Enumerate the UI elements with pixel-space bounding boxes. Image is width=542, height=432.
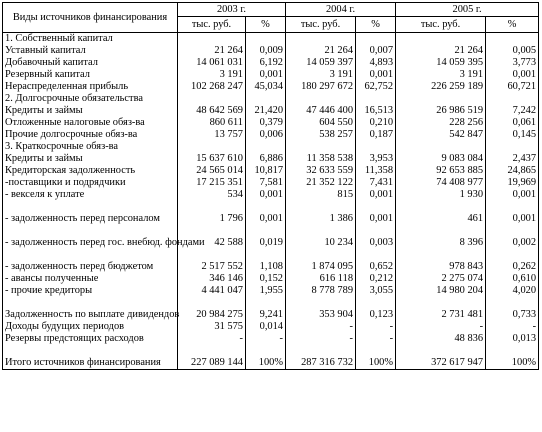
cell-pct-2004: 4,893 bbox=[356, 57, 396, 69]
cell-value-2003: 13 757 bbox=[178, 129, 246, 141]
cell-pct-2003: 21,420 bbox=[246, 105, 286, 117]
row-label: 2. Долгосрочные обязательства bbox=[3, 93, 178, 105]
table-row bbox=[3, 165, 539, 177]
cell-value-2003: 15 637 610 bbox=[178, 153, 246, 165]
row-label: Уставный капитал bbox=[3, 45, 178, 57]
table-row bbox=[3, 321, 539, 333]
table-row bbox=[3, 105, 539, 117]
cell-pct-2003: 0,006 bbox=[246, 129, 286, 141]
cell-pct-2005: 0,145 bbox=[486, 129, 539, 141]
cell-value-2004: - bbox=[286, 321, 356, 333]
table-row bbox=[3, 297, 539, 321]
row-label: Кредиторская задолженность bbox=[3, 165, 178, 177]
cell-pct-2003: 10,817 bbox=[246, 165, 286, 177]
cell-value-2005: 228 256 bbox=[396, 117, 486, 129]
cell-pct-2004: 100% bbox=[356, 345, 396, 370]
cell-value-2004: 616 118 bbox=[286, 273, 356, 285]
row-label: 1. Собственный капитал bbox=[3, 33, 178, 46]
cell-pct-2004: 0,187 bbox=[356, 129, 396, 141]
cell-value-2003: 534 bbox=[178, 189, 246, 201]
cell-pct-2003: 0,001 bbox=[246, 201, 286, 225]
cell-value-2005: 14 059 395 bbox=[396, 57, 486, 69]
cell-value-2003: 102 268 247 bbox=[178, 81, 246, 93]
cell-value-2005: 2 731 481 bbox=[396, 297, 486, 321]
cell-pct-2004: 11,358 bbox=[356, 165, 396, 177]
header-pct-2004: % bbox=[356, 17, 396, 33]
cell-value-2005: - bbox=[396, 321, 486, 333]
row-label: Задолженность по выплате дивидендов bbox=[3, 297, 178, 321]
cell-value-2004 bbox=[286, 93, 356, 105]
table-row bbox=[3, 201, 539, 225]
cell-value-2003: 227 089 144 bbox=[178, 345, 246, 370]
financing-sources-table bbox=[2, 2, 539, 370]
cell-value-2004: 287 316 732 bbox=[286, 345, 356, 370]
cell-value-2005: 978 843 bbox=[396, 249, 486, 273]
table-row bbox=[3, 333, 539, 345]
cell-value-2005: 9 083 084 bbox=[396, 153, 486, 165]
cell-value-2005 bbox=[396, 93, 486, 105]
table-row bbox=[3, 45, 539, 57]
cell-value-2005: 2 275 074 bbox=[396, 273, 486, 285]
cell-pct-2003 bbox=[246, 93, 286, 105]
cell-value-2005 bbox=[396, 33, 486, 46]
row-label: Резервы предстоящих расходов bbox=[3, 333, 178, 345]
cell-pct-2005: 60,721 bbox=[486, 81, 539, 93]
table-row bbox=[3, 57, 539, 69]
cell-pct-2005: 3,773 bbox=[486, 57, 539, 69]
cell-value-2004: 3 191 bbox=[286, 69, 356, 81]
cell-pct-2003: - bbox=[246, 333, 286, 345]
table-row bbox=[3, 225, 539, 249]
cell-pct-2005: 0,001 bbox=[486, 201, 539, 225]
table-row bbox=[3, 93, 539, 105]
table-row bbox=[3, 129, 539, 141]
row-label: - векселя к уплате bbox=[3, 189, 178, 201]
cell-pct-2005: 0,262 bbox=[486, 249, 539, 273]
cell-value-2005: 372 617 947 bbox=[396, 345, 486, 370]
cell-pct-2005: 7,242 bbox=[486, 105, 539, 117]
cell-value-2003: 31 575 bbox=[178, 321, 246, 333]
cell-pct-2005: 0,002 bbox=[486, 225, 539, 249]
cell-pct-2003: 0,009 bbox=[246, 45, 286, 57]
cell-pct-2004: 0,210 bbox=[356, 117, 396, 129]
cell-value-2003 bbox=[178, 33, 246, 46]
table-row bbox=[3, 141, 539, 153]
cell-pct-2005: 0,733 bbox=[486, 297, 539, 321]
cell-pct-2004: 0,652 bbox=[356, 249, 396, 273]
row-label: 3. Краткосрочные обяз-ва bbox=[3, 141, 178, 153]
row-label: -поставщики и подрядчики bbox=[3, 177, 178, 189]
cell-pct-2005 bbox=[486, 33, 539, 46]
cell-value-2004: 47 446 400 bbox=[286, 105, 356, 117]
cell-value-2004: 21 264 bbox=[286, 45, 356, 57]
cell-value-2003: 4 441 047 bbox=[178, 285, 246, 297]
row-label: - прочие кредиторы bbox=[3, 285, 178, 297]
cell-pct-2005: 0,001 bbox=[486, 69, 539, 81]
cell-pct-2003: 9,241 bbox=[246, 297, 286, 321]
table-row bbox=[3, 249, 539, 273]
cell-value-2003: 21 264 bbox=[178, 45, 246, 57]
table-row bbox=[3, 189, 539, 201]
cell-value-2003: 20 984 275 bbox=[178, 297, 246, 321]
header-pct-2003: % bbox=[246, 17, 286, 33]
cell-pct-2003 bbox=[246, 141, 286, 153]
cell-value-2004: - bbox=[286, 333, 356, 345]
cell-value-2003: 860 611 bbox=[178, 117, 246, 129]
cell-value-2003: 346 146 bbox=[178, 273, 246, 285]
cell-value-2005: 48 836 bbox=[396, 333, 486, 345]
cell-pct-2004: 16,513 bbox=[356, 105, 396, 117]
cell-value-2004: 353 904 bbox=[286, 297, 356, 321]
cell-pct-2005: 0,061 bbox=[486, 117, 539, 129]
cell-pct-2004: 0,007 bbox=[356, 45, 396, 57]
cell-value-2005: 92 653 885 bbox=[396, 165, 486, 177]
header-pct-2005: % bbox=[486, 17, 539, 33]
cell-pct-2005: 0,610 bbox=[486, 273, 539, 285]
cell-value-2004: 604 550 bbox=[286, 117, 356, 129]
table-row bbox=[3, 273, 539, 285]
cell-pct-2004: 0,123 bbox=[356, 297, 396, 321]
row-label: Резервный капитал bbox=[3, 69, 178, 81]
cell-value-2003: 3 191 bbox=[178, 69, 246, 81]
cell-value-2004: 538 257 bbox=[286, 129, 356, 141]
row-label: - авансы полученные bbox=[3, 273, 178, 285]
row-label: Нераспределенная прибыль bbox=[3, 81, 178, 93]
cell-pct-2003: 0,019 bbox=[246, 225, 286, 249]
row-label: - задолженность перед бюджетом bbox=[3, 249, 178, 273]
cell-pct-2004: 0,001 bbox=[356, 189, 396, 201]
cell-value-2004: 1 874 095 bbox=[286, 249, 356, 273]
cell-pct-2004: 7,431 bbox=[356, 177, 396, 189]
cell-value-2004 bbox=[286, 141, 356, 153]
row-label: Отложенные налоговые обяз-ва bbox=[3, 117, 178, 129]
table-header bbox=[3, 3, 539, 33]
cell-value-2004: 1 386 bbox=[286, 201, 356, 225]
cell-value-2003: 42 588 bbox=[178, 225, 246, 249]
cell-pct-2004: 62,752 bbox=[356, 81, 396, 93]
cell-value-2005 bbox=[396, 141, 486, 153]
cell-value-2004 bbox=[286, 33, 356, 46]
table-body bbox=[3, 33, 539, 370]
cell-value-2004: 14 059 397 bbox=[286, 57, 356, 69]
cell-value-2004: 180 297 672 bbox=[286, 81, 356, 93]
header-unit-2005: тыс. руб. bbox=[396, 17, 486, 33]
cell-value-2005: 8 396 bbox=[396, 225, 486, 249]
cell-pct-2003: 6,886 bbox=[246, 153, 286, 165]
cell-value-2004: 32 633 559 bbox=[286, 165, 356, 177]
cell-pct-2003: 0,001 bbox=[246, 189, 286, 201]
table-row bbox=[3, 285, 539, 297]
cell-pct-2003: 1,955 bbox=[246, 285, 286, 297]
cell-pct-2005: 24,865 bbox=[486, 165, 539, 177]
cell-pct-2004 bbox=[356, 33, 396, 46]
cell-pct-2005: 100% bbox=[486, 345, 539, 370]
table-row bbox=[3, 177, 539, 189]
cell-value-2003: 1 796 bbox=[178, 201, 246, 225]
cell-pct-2005: 0,001 bbox=[486, 189, 539, 201]
cell-value-2004: 21 352 122 bbox=[286, 177, 356, 189]
table-row bbox=[3, 69, 539, 81]
cell-value-2004: 11 358 538 bbox=[286, 153, 356, 165]
cell-pct-2004: 0,001 bbox=[356, 201, 396, 225]
cell-value-2003 bbox=[178, 141, 246, 153]
cell-value-2005: 1 930 bbox=[396, 189, 486, 201]
header-year-2005: 2005 г. bbox=[396, 3, 539, 17]
cell-pct-2005: 0,005 bbox=[486, 45, 539, 57]
cell-value-2003: 24 565 014 bbox=[178, 165, 246, 177]
cell-pct-2004: 0,003 bbox=[356, 225, 396, 249]
cell-pct-2005 bbox=[486, 141, 539, 153]
cell-value-2003: - bbox=[178, 333, 246, 345]
cell-pct-2004: 3,953 bbox=[356, 153, 396, 165]
cell-value-2005: 3 191 bbox=[396, 69, 486, 81]
cell-pct-2003: 6,192 bbox=[246, 57, 286, 69]
row-label: Кредиты и займы bbox=[3, 153, 178, 165]
cell-pct-2005: - bbox=[486, 321, 539, 333]
row-label: Добавочный капитал bbox=[3, 57, 178, 69]
row-label: Кредиты и займы bbox=[3, 105, 178, 117]
cell-pct-2003: 1,108 bbox=[246, 249, 286, 273]
cell-value-2004: 10 234 bbox=[286, 225, 356, 249]
cell-pct-2003: 0,379 bbox=[246, 117, 286, 129]
row-label: - задолженность перед гос. внебюд. фондами bbox=[3, 225, 178, 249]
cell-pct-2005: 4,020 bbox=[486, 285, 539, 297]
header-year-2003: 2003 г. bbox=[178, 3, 286, 17]
cell-pct-2003: 7,581 bbox=[246, 177, 286, 189]
header-unit-2004: тыс. руб. bbox=[286, 17, 356, 33]
cell-value-2003: 48 642 569 bbox=[178, 105, 246, 117]
cell-value-2005: 542 847 bbox=[396, 129, 486, 141]
table-row bbox=[3, 81, 539, 93]
header-unit-2003: тыс. руб. bbox=[178, 17, 246, 33]
header-year-2004: 2004 г. bbox=[286, 3, 396, 17]
cell-value-2003: 14 061 031 bbox=[178, 57, 246, 69]
row-label: - задолженность перед персоналом bbox=[3, 201, 178, 225]
cell-value-2005: 21 264 bbox=[396, 45, 486, 57]
cell-pct-2003 bbox=[246, 33, 286, 46]
table-row bbox=[3, 345, 539, 370]
cell-value-2005: 226 259 189 bbox=[396, 81, 486, 93]
cell-value-2004: 8 778 789 bbox=[286, 285, 356, 297]
cell-value-2004: 815 bbox=[286, 189, 356, 201]
cell-pct-2004: 3,055 bbox=[356, 285, 396, 297]
row-label: Итого источников финансирования bbox=[3, 345, 178, 370]
row-label: Доходы будущих периодов bbox=[3, 321, 178, 333]
cell-pct-2005 bbox=[486, 93, 539, 105]
cell-value-2005: 461 bbox=[396, 201, 486, 225]
cell-value-2003 bbox=[178, 93, 246, 105]
cell-pct-2003: 45,034 bbox=[246, 81, 286, 93]
cell-value-2005: 14 980 204 bbox=[396, 285, 486, 297]
cell-pct-2004 bbox=[356, 141, 396, 153]
cell-value-2005: 26 986 519 bbox=[396, 105, 486, 117]
cell-pct-2004: 0,001 bbox=[356, 69, 396, 81]
table-row bbox=[3, 117, 539, 129]
cell-value-2005: 74 408 977 bbox=[396, 177, 486, 189]
cell-pct-2003: 0,014 bbox=[246, 321, 286, 333]
cell-pct-2004 bbox=[356, 93, 396, 105]
cell-pct-2004: 0,212 bbox=[356, 273, 396, 285]
table-row bbox=[3, 153, 539, 165]
cell-value-2003: 2 517 552 bbox=[178, 249, 246, 273]
cell-pct-2005: 2,437 bbox=[486, 153, 539, 165]
cell-pct-2005: 0,013 bbox=[486, 333, 539, 345]
cell-pct-2005: 19,969 bbox=[486, 177, 539, 189]
cell-pct-2004: - bbox=[356, 321, 396, 333]
cell-pct-2003: 0,001 bbox=[246, 69, 286, 81]
table-row bbox=[3, 33, 539, 46]
header-sources: Виды источников финансирования bbox=[3, 3, 178, 33]
cell-pct-2003: 100% bbox=[246, 345, 286, 370]
row-label: Прочие долгосрочные обяз-ва bbox=[3, 129, 178, 141]
cell-value-2003: 17 215 351 bbox=[178, 177, 246, 189]
cell-pct-2004: - bbox=[356, 333, 396, 345]
cell-pct-2003: 0,152 bbox=[246, 273, 286, 285]
